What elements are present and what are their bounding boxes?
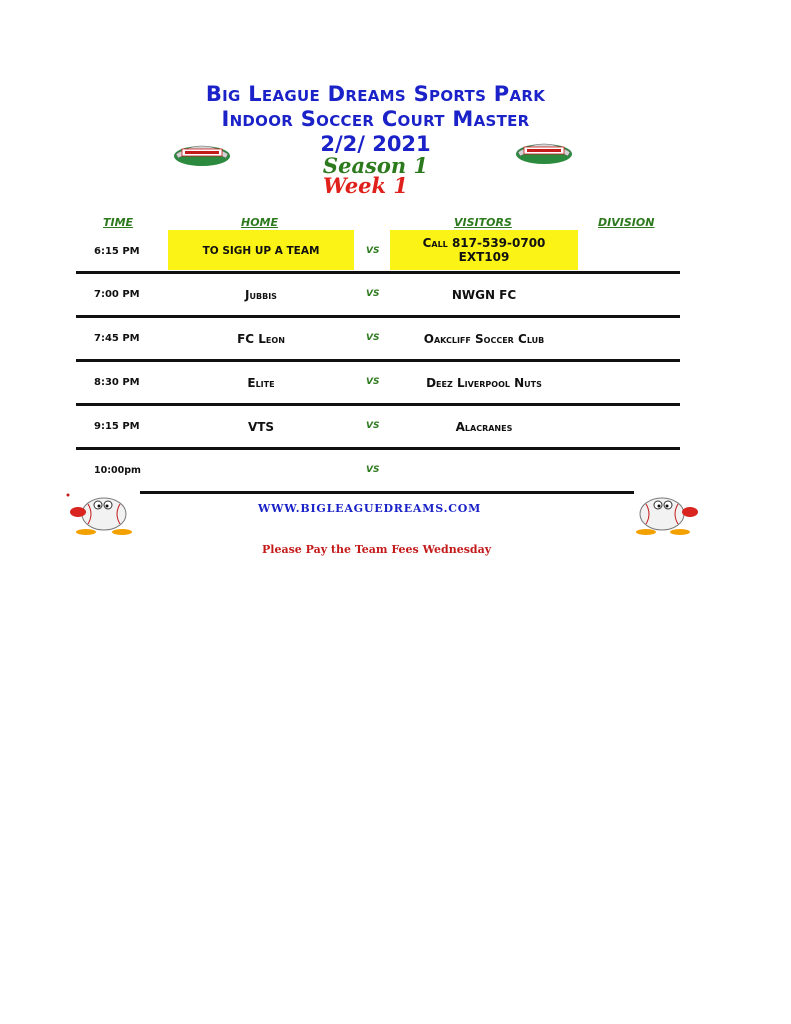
vs-label: VS — [366, 246, 380, 256]
baseball-mascot-icon — [64, 492, 136, 538]
column-header-division: DIVISION — [598, 216, 655, 229]
column-header-home: HOME — [241, 216, 279, 229]
game-time: 9:15 PM — [94, 421, 140, 432]
stadium-logo-right — [514, 136, 574, 166]
stadium-logo-left — [172, 138, 232, 168]
home-team: TO SIGH UP A TEAM — [202, 245, 320, 257]
vs-label: VS — [366, 333, 380, 343]
baseball-mascot-icon — [630, 492, 702, 538]
season-label: Season 1 — [322, 153, 429, 178]
team-fees-notice: Please Pay the Team Fees Wednesday — [262, 543, 492, 556]
schedule-header — [0, 82, 791, 196]
schedule-title: Indoor Soccer Court Master — [221, 107, 530, 131]
game-time: 8:30 PM — [94, 377, 140, 388]
schedule-date: 2/2/ 2021 — [320, 132, 431, 156]
game-time: 7:00 PM — [94, 289, 140, 300]
visitor-team: Deez Liverpool Nuts — [426, 376, 542, 390]
game-time: 6:15 PM — [94, 246, 140, 257]
column-header-visitors: VISITORS — [454, 216, 512, 229]
home-team: Jubbis — [245, 288, 277, 302]
home-team: FC Leon — [237, 332, 285, 346]
week-label: Week 1 — [322, 173, 409, 198]
table-row — [76, 406, 680, 450]
table-row — [76, 230, 680, 274]
home-team: VTS — [247, 420, 275, 434]
game-time: 10:00pm — [94, 465, 141, 476]
website-link[interactable]: WWW.BIGLEAGUEDREAMS.COM — [258, 502, 482, 515]
contact-extension: EXT109 — [458, 250, 510, 264]
vs-label: VS — [366, 421, 380, 431]
table-bottom-rule — [140, 491, 634, 494]
contact-phone: Call 817-539-0700 — [422, 236, 546, 250]
visitor-team — [390, 236, 578, 264]
visitor-team: Alacranes — [455, 420, 513, 434]
vs-label: VS — [366, 289, 380, 299]
vs-label: VS — [366, 465, 380, 475]
visitor-team: Oakcliff Soccer Club — [423, 332, 545, 346]
table-row — [76, 318, 680, 362]
table-row — [76, 362, 680, 406]
column-header-time: TIME — [103, 216, 134, 229]
vs-label: VS — [366, 377, 380, 387]
table-row — [76, 450, 680, 494]
game-time: 7:45 PM — [94, 333, 140, 344]
park-name: Big League Dreams Sports Park — [205, 82, 546, 106]
home-team: Elite — [247, 376, 275, 390]
table-row — [76, 274, 680, 318]
visitor-team: NWGN FC — [451, 288, 517, 302]
